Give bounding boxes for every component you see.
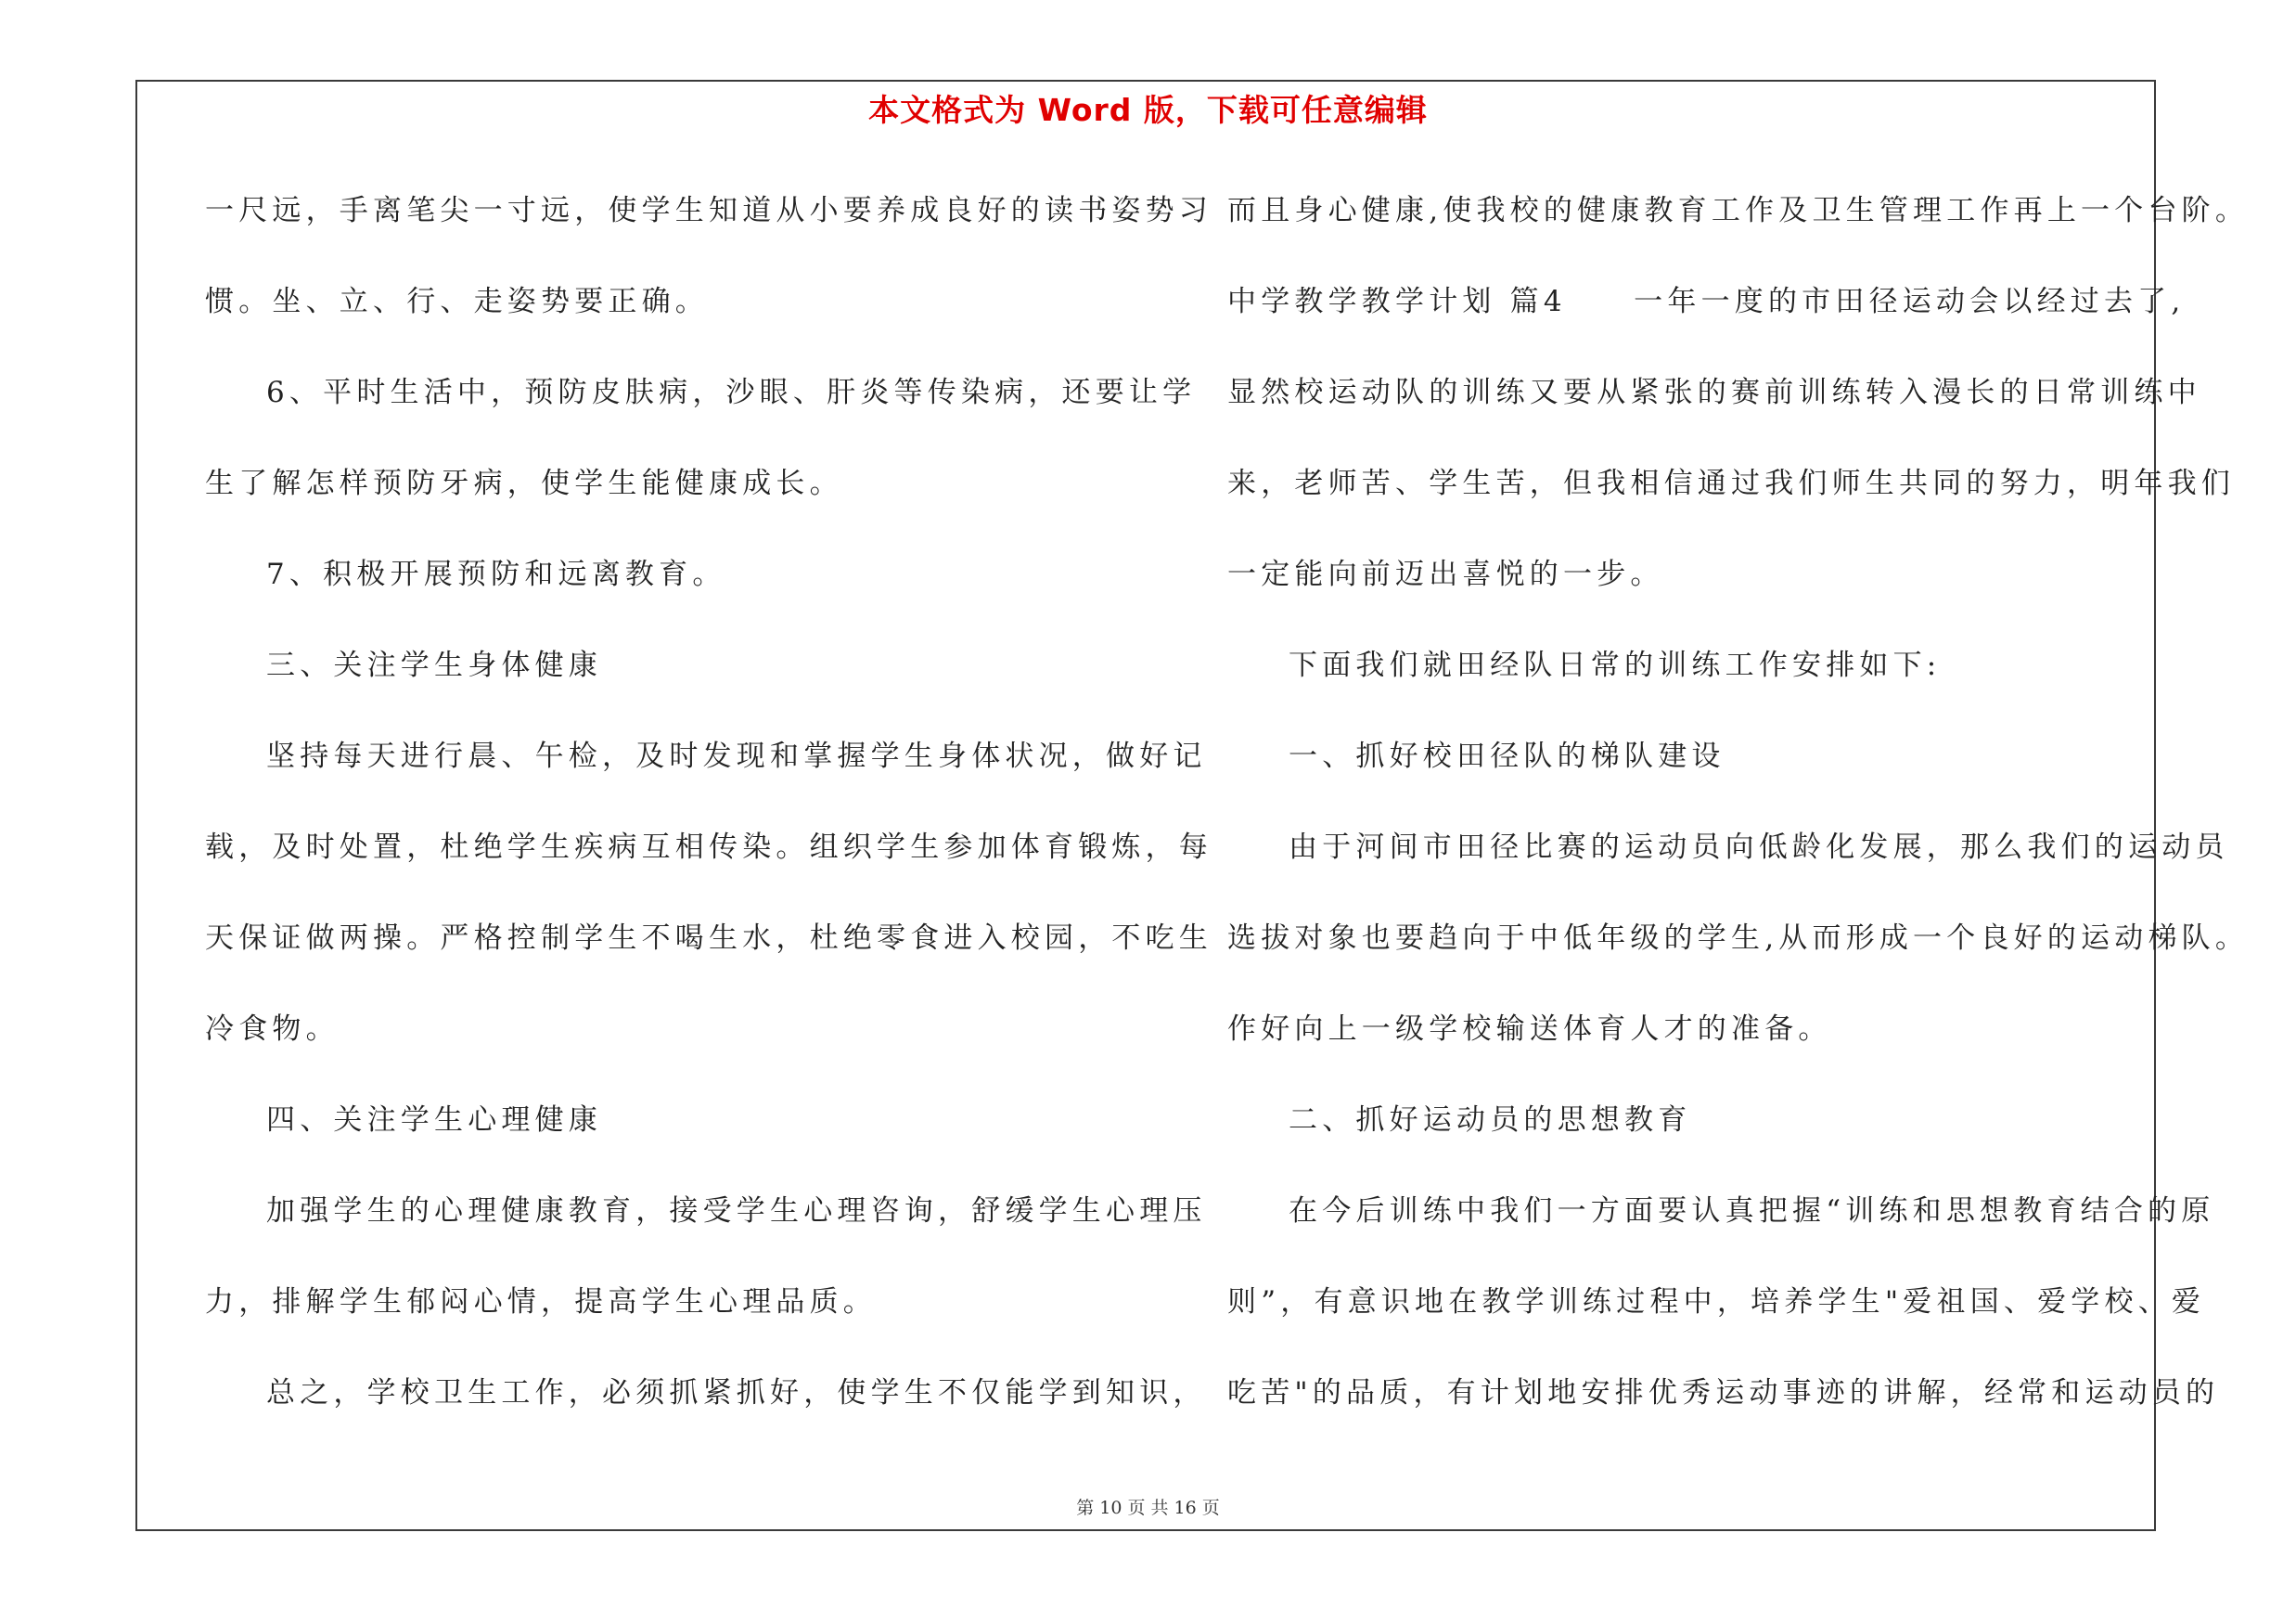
text-line: 一尺远，手离笔尖一寸远，使学生知道从小要养成良好的读书姿势习: [205, 194, 1212, 227]
text-line: 天保证做两操。严格控制学生不喝生水，杜绝零食进入校园，不吃生: [205, 921, 1212, 955]
list-item: 6、平时生活中，预防皮肤病，沙眼、肝炎等传染病，还要让学: [266, 376, 1197, 409]
section-heading: 一、抓好校田径队的梯队建设: [1289, 740, 1725, 773]
text-line: 力，排解学生郁闷心情，提高学生心理品质。: [205, 1285, 877, 1319]
list-item: 7、积极开展预防和远离教育。: [266, 558, 726, 591]
header-banner: 本文格式为 Word 版，下载可任意编辑: [868, 92, 1428, 128]
text-line: 选拔对象也要趋向于中低年级的学生,从而形成一个良好的运动梯队。: [1227, 921, 2250, 955]
text-line: 而且身心健康,使我校的健康教育工作及卫生管理工作再上一个台阶。: [1227, 194, 2250, 227]
text-line: 则”，有意识地在教学训练过程中，培养学生"爱祖国、爱学校、爱: [1227, 1285, 2206, 1319]
paragraph-start: 由于河间市田径比赛的运动员向低龄化发展，那么我们的运动员: [1289, 831, 2229, 864]
section-heading: 三、关注学生身体健康: [266, 649, 602, 682]
section-heading: 二、抓好运动员的思想教育: [1289, 1103, 1692, 1137]
section-heading: 四、关注学生心理健康: [266, 1103, 602, 1137]
text-line: 冷食物。: [205, 1012, 340, 1046]
text-line: 吃苦"的品质，有计划地安排优秀运动事迹的讲解，经常和运动员的: [1227, 1376, 2220, 1410]
paragraph-start: 总之，学校卫生工作，必须抓紧抓好，使学生不仅能学到知识，: [266, 1376, 1207, 1410]
right-column: [1227, 176, 2250, 1449]
paragraph-start: 坚持每天进行晨、午检，及时发现和掌握学生身体状况，做好记: [266, 740, 1207, 773]
text-line: 载，及时处置，杜绝学生疾病互相传染。组织学生参加体育锻炼，每: [205, 831, 1212, 864]
text-line: 中学教学教学计划 篇4 一年一度的市田径运动会以经过去了,: [1227, 285, 2186, 318]
left-column: [205, 176, 1212, 1449]
paragraph-start: 在今后训练中我们一方面要认真把握“训练和思想教育结合的原: [1289, 1194, 2215, 1228]
text-line: 生了解怎样预防牙病，使学生能健康成长。: [205, 467, 843, 500]
text-line: 一定能向前迈出喜悦的一步。: [1227, 558, 1664, 591]
paragraph-start: 下面我们就田经队日常的训练工作安排如下:: [1289, 649, 1942, 682]
text-line: 惯。坐、立、行、走姿势要正确。: [205, 285, 709, 318]
page-number: 第 10 页 共 16 页: [1076, 1498, 1220, 1518]
paragraph-start: 加强学生的心理健康教育，接受学生心理咨询，舒缓学生心理压: [266, 1194, 1207, 1228]
text-line: 作好向上一级学校输送体育人才的准备。: [1227, 1012, 1832, 1046]
text-line: 来，老师苦、学生苦，但我相信通过我们师生共同的努力，明年我们: [1227, 467, 2235, 500]
text-line: 显然校运动队的训练又要从紧张的赛前训练转入漫长的日常训练中: [1227, 376, 2201, 409]
